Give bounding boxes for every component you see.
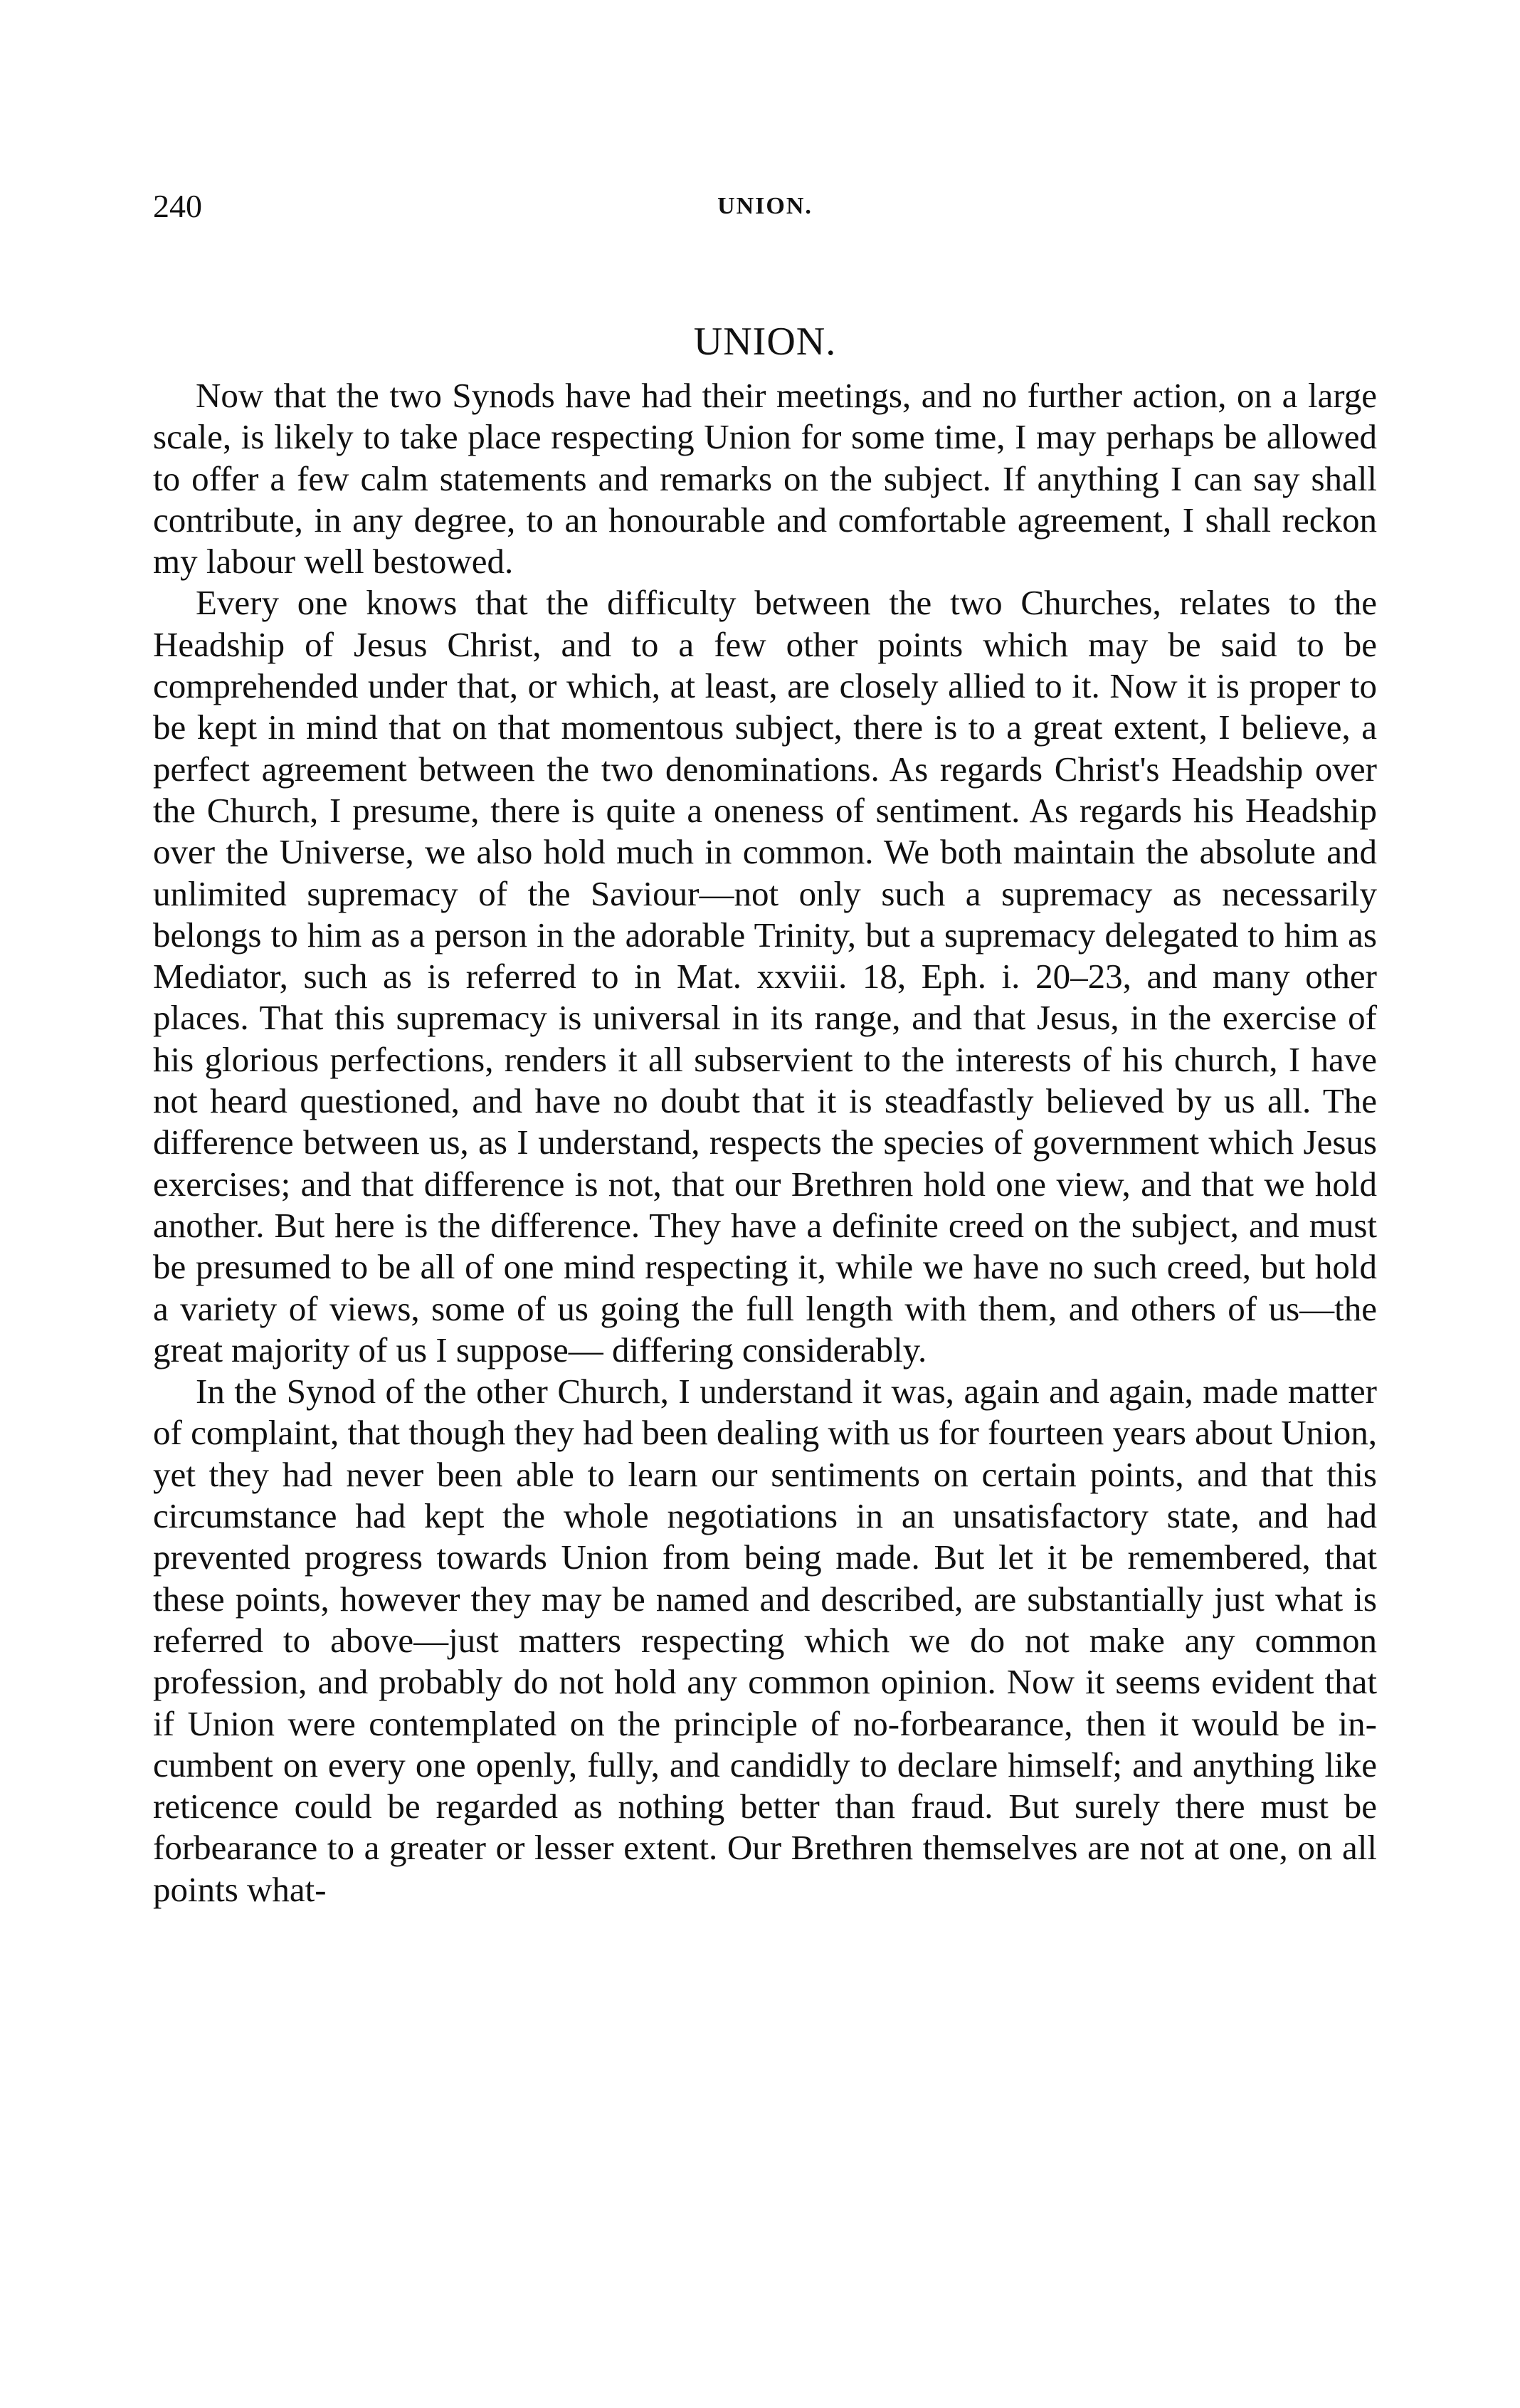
article-body bbox=[153, 375, 1377, 1910]
paragraph: Every one knows that the difficulty between the two Churches, relates to the Headship of Jesus Christ, and to a few other points which may be said to be comprehended under that, or which, at least, are closely allied to it. Now it is proper to be kept in mind that on that momentous subject, there is to a great extent, I believe, a perfect agreement between the two denominations. As regards Christ's Headship over the Church, I presume, there is quite a oneness of sentiment. As regards his Headship over the Universe, we also hold much in common. We both maintain the absolute and unlimited supremacy of the Saviour—not only such a supremacy as necessarily belongs to him as a person in the adorable Trinity, but a supremacy delegated to him as Mediator, such as is referred to in Mat. xxviii. 18, Eph. i. 20–23, and many other places. That this supremacy is universal in its range, and that Jesus, in the exercise of his glorious perfections, renders it all subservient to the interests of his church, I have not heard questioned, and have no doubt that it is steadfastly believed by us all. The difference between us, as I understand, respects the species of government which Jesus exercises; and that difference is not, that our Brethren hold one view, and that we hold another. But here is the difference. They have a definite creed on the subject, and must be presumed to be all of one mind respecting it, while we have no such creed, but hold a variety of views, some of us going the full length with them, and others of us—the great majority of us I suppose— differing considerably. bbox=[153, 583, 1377, 1369]
page-number: 240 bbox=[153, 188, 202, 224]
running-head bbox=[153, 182, 1377, 231]
running-title: UNION. bbox=[717, 193, 813, 219]
paragraph: In the Synod of the other Church, I understand it was, again and again, made matter of complaint, that though they had been dealing with us for fourteen years about Union, yet they had never been able to learn our sentiments on certain points, and that this circumstance had kept the whole negotiations in an unsatisfactory state, and had prevented progress towards Union from being made. But let it be remembered, that these points, however they may be named and described, are substantially just what is referred to above—just matters respecting which we do not make any common profession, and probably do not hold any common opinion. Now it seems evident that if Union were contemplated on the principle of no-forbearance, then it would be incumbent on every one openly, fully, and candidly to declare himself; and anything like reticence could be regarded as nothing better than fraud. But surely there must be forbearance to a greater or lesser extent. Our Brethren themselves are not at one, on all points what- bbox=[153, 1372, 1378, 1909]
article-title: UNION. bbox=[693, 320, 837, 364]
book-page bbox=[153, 182, 1377, 1910]
paragraph: Now that the two Synods have had their meetings, and no further action, on a large scale, is likely to take place respecting Union for some time, I may perhaps be allowed to offer a few calm statements and remarks on the subject. If anything I can say shall contribute, in any degree, to an honourable and comfortable agreement, I shall reckon my labour well bestowed. bbox=[153, 376, 1377, 582]
